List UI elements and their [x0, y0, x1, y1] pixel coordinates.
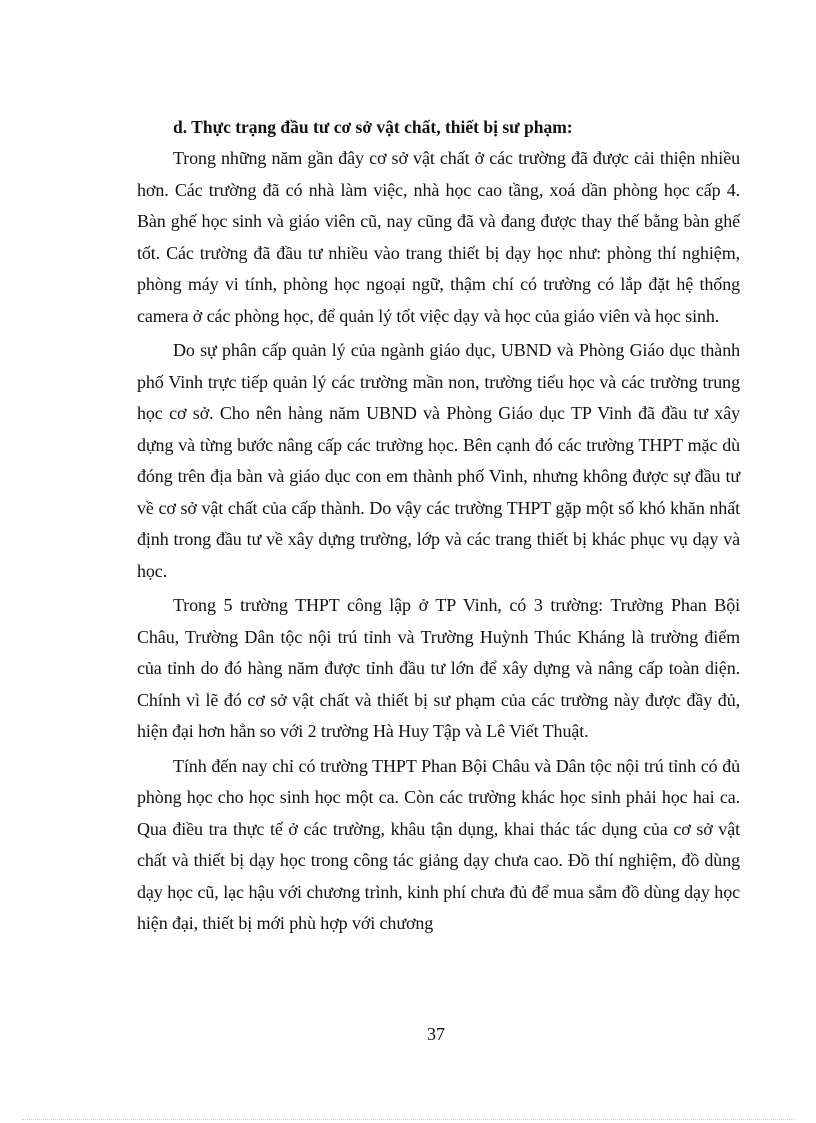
section-heading: d. Thực trạng đầu tư cơ sở vật chất, thiết bị sư phạm: — [173, 117, 573, 137]
page-number: 37 — [427, 1024, 445, 1044]
paragraph: Trong 5 trường THPT công lập ở TP Vinh, có 3 trường: Trường Phan Bội Châu, Trường Dân tộc nội trú tỉnh và Trường Huỳnh Thúc Kháng là trường điểm của tỉnh do đó hàng năm được tỉnh đầu tư lớn để xây dựng và nâng cấp toàn diện. Chính vì lẽ đó cơ sở vật chất và thiết bị sư phạm của các trường này được đầy đủ, hiện đại hơn hẳn so với 2 trường Hà Huy Tập và Lê Viết Thuật. — [137, 595, 740, 741]
page-content — [137, 112, 740, 943]
paragraph: Trong những năm gần đây cơ sở vật chất ở các trường đã được cải thiện nhiều hơn. Các trường đã có nhà làm việc, nhà học cao tầng, xoá dần phòng học cấp 4. Bàn ghế học sinh và giáo viên cũ, nay cũng đã và đang được thay thế bằng bàn ghế tốt. Các trường đã đầu tư nhiều vào trang thiết bị dạy học như: phòng thí nghiệm, phòng máy vi tính, phòng học ngoại ngữ, thậm chí có trường có lắp đặt hệ thống camera ở các phòng học, để quản lý tốt việc dạy và học của giáo viên và học sinh. — [137, 148, 740, 326]
paragraph: Do sự phân cấp quản lý của ngành giáo dục, UBND và Phòng Giáo dục thành phố Vinh trực tiếp quản lý các trường mần non, trường tiểu học và các trường trung học cơ sở. Cho nên hàng năm UBND và Phòng Giáo dục TP Vinh đã đầu tư xây dựng và từng bước nâng cấp các trường học. Bên cạnh đó các trường THPT mặc dù đóng trên địa bàn và giáo dục con em thành phố Vinh, nhưng không được sự đầu tư về cơ sở vật chất của cấp thành. Do vậy các trường THPT gặp một số khó khăn nhất định trong đầu tư về xây dựng trường, lớp và các trang thiết bị khác phục vụ dạy và học. — [137, 340, 740, 581]
page-bottom-divider — [22, 1119, 794, 1120]
paragraph: Tính đến nay chỉ có trường THPT Phan Bội Châu và Dân tộc nội trú tỉnh có đủ phòng học cho học sinh học một ca. Còn các trường khác học sinh phải học hai ca. Qua điều tra thực tế ở các trường, khâu tận dụng, khai thác tác dụng của cơ sở vật chất và thiết bị dạy học trong công tác giảng dạy chưa cao. Đồ thí nghiệm, đồ dùng dạy học cũ, lạc hậu với chương trình, kinh phí chưa đủ để mua sắm đồ dùng dạy học hiện đại, thiết bị mới phù hợp với chương — [137, 755, 740, 933]
